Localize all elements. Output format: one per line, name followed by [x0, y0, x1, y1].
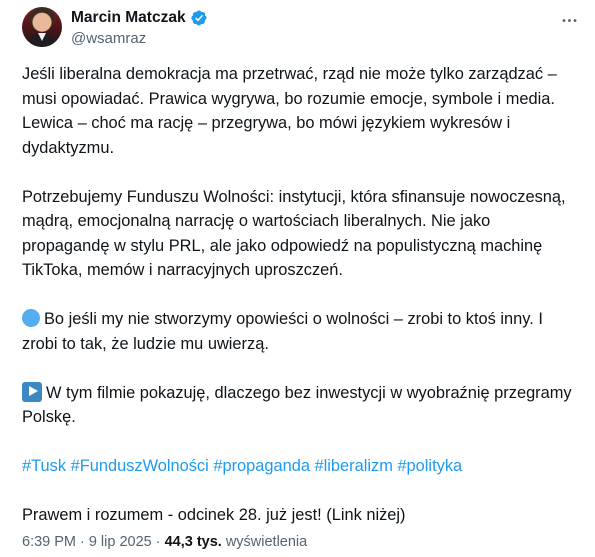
paragraph-3-text: Bo jeśli my nie stworzymy opowieści o wolności – zrobi to ktoś inny. I zrobi to tak, że ludzie mu uwierzą.	[22, 310, 543, 353]
tweet-time[interactable]: 6:39 PM	[22, 534, 76, 550]
tweet-header	[22, 7, 582, 49]
paragraph-1: Jeśli liberalna demokracja ma przetrwać, rząd nie może tylko zarządzać – musi opowiadać. Prawica wygrywa, bo rozumie emocje, symbole i media. Lewica – choć ma rację – przegrywa, bo mówi językiem wykresów i dydaktyzmu.	[22, 65, 557, 157]
more-options-icon[interactable]	[558, 9, 580, 31]
paragraph-4	[22, 381, 582, 430]
blue-circle-emoji	[22, 309, 40, 327]
views-count: 44,3 tys.	[164, 534, 222, 550]
hashtag-tusk[interactable]: #Tusk	[22, 457, 67, 475]
hashtags	[22, 454, 582, 479]
paragraph-4-text: W tym filmie pokazuję, dlaczego bez inwestycji w wyobraźnię przegramy Polskę.	[22, 383, 572, 426]
meta-separator-2: ·	[155, 534, 161, 550]
avatar[interactable]	[22, 7, 62, 47]
author-name[interactable]: Marcin Matczak	[71, 9, 186, 26]
tweet-text	[22, 62, 582, 552]
paragraph-3	[22, 307, 582, 356]
paragraph-2: Potrzebujemy Funduszu Wolności: instytucji, która sfinansuje nowoczesną, mądrą, emocjonalną narrację o wartościach liberalnych. Nie jako propagandę w stylu PRL, ale jako odpowiedź na populistyczną machinę TikToka, memów i narracyjnych uproszczeń.	[22, 187, 566, 279]
hashtag-propaganda[interactable]: #propaganda	[213, 457, 310, 475]
hashtag-polityka[interactable]: #polityka	[397, 457, 463, 475]
more-dots-icon	[560, 11, 579, 30]
views-label: wyświetlenia	[225, 534, 308, 550]
play-button-emoji	[22, 382, 42, 402]
tweet-meta	[22, 534, 307, 550]
author-handle[interactable]: @wsamraz	[71, 30, 147, 47]
hashtag-liberalizm[interactable]: #liberalizm	[314, 457, 393, 475]
meta-separator: ·	[80, 534, 85, 550]
name-row	[71, 9, 208, 27]
hashtag-fundusz-wolnosci[interactable]: #FunduszWolności	[70, 457, 209, 475]
tweet-date[interactable]: 9 lip 2025	[88, 534, 152, 550]
verified-badge-icon	[190, 9, 208, 27]
paragraph-5: Prawem i rozumem - odcinek 28. już jest! (Link niżej)	[22, 506, 406, 524]
